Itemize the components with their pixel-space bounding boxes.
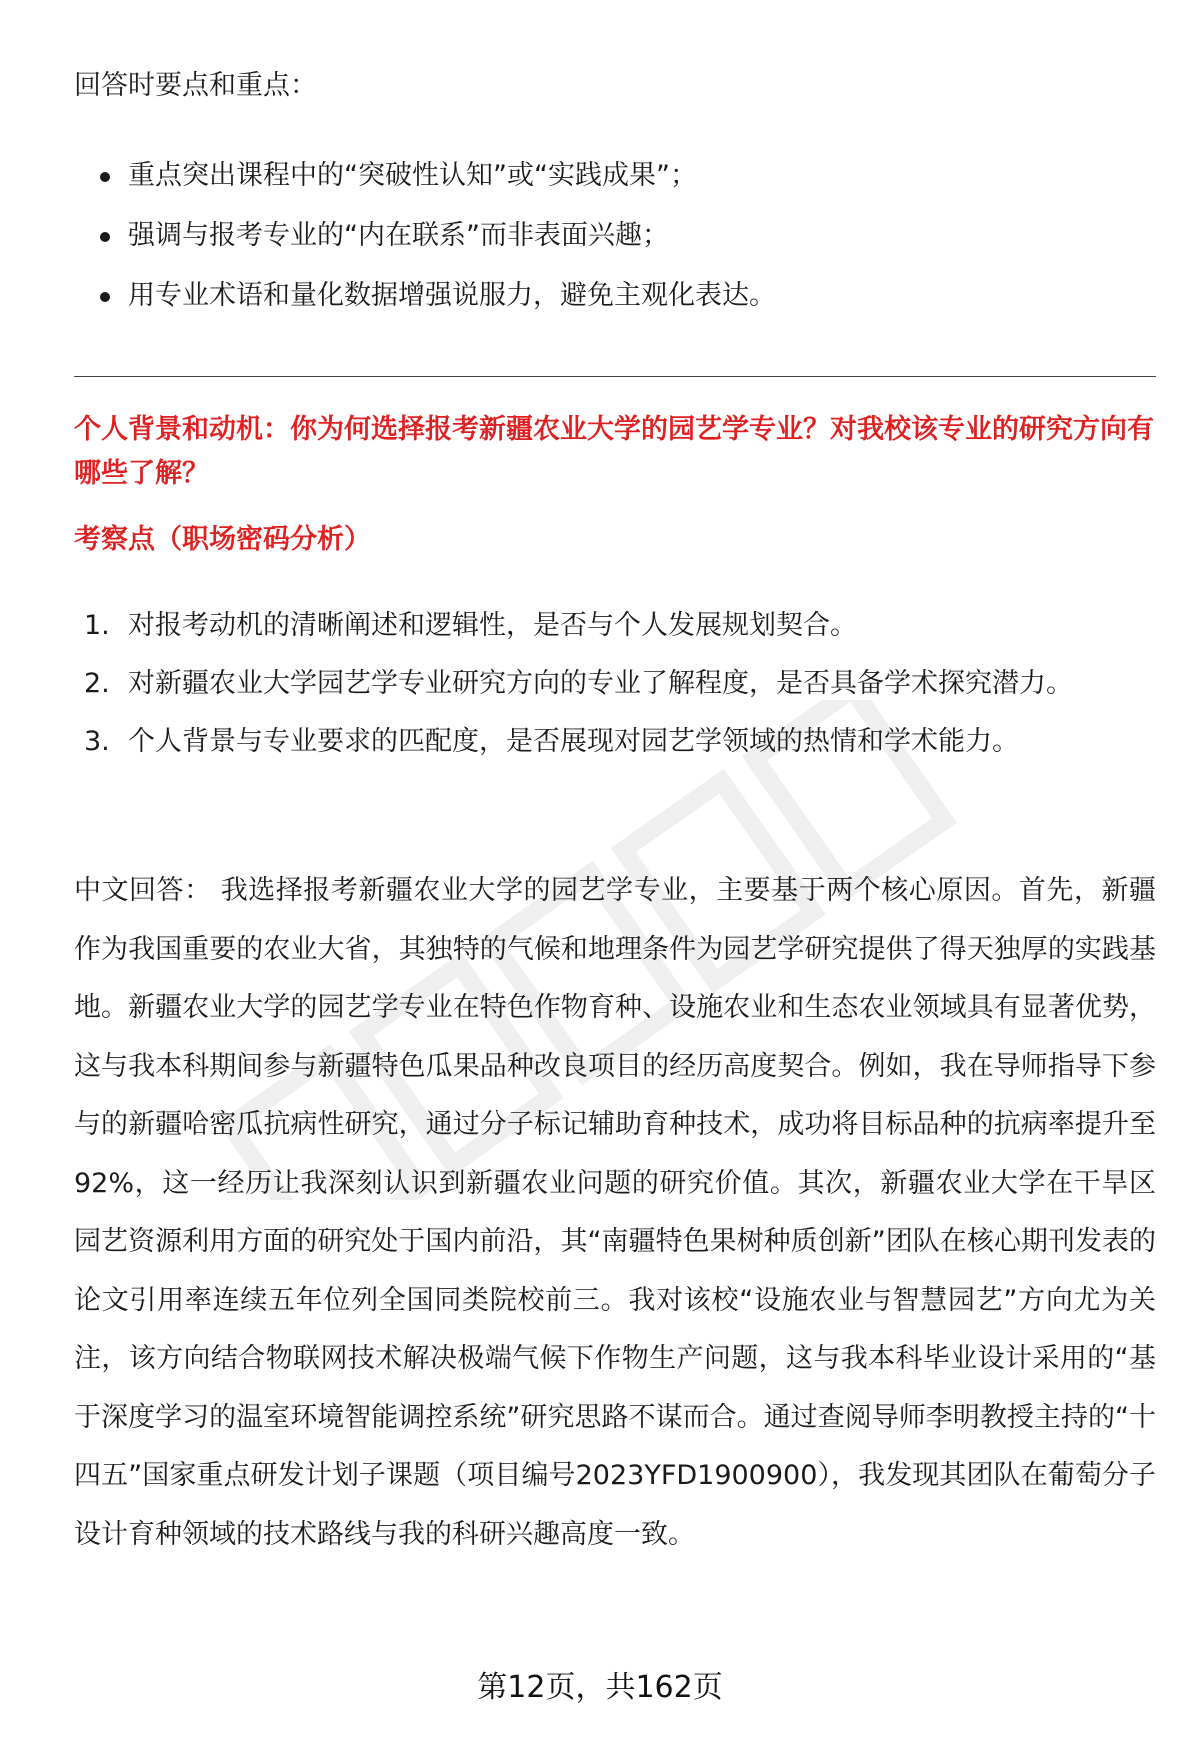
key-points-list — [74, 156, 1156, 336]
list-number: 1. — [84, 610, 110, 641]
list-item — [74, 156, 1156, 196]
answer-paragraph: 中文回答： 我选择报考新疆农业大学的园艺学专业，主要基于两个核心原因。首先，新疆作为我国重要的农业大省，其独特的气候和地理条件为园艺学研究提供了得天独厚的实践基地。新疆农业大学的园艺学专业在特色作物育种、设施农业和生态农业领域具有显著优势，这与我本科期间参与新疆特色瓜果品种改良项目的经历高度契合。例如，我在导师指导下参与的新疆哈密瓜抗病性研究，通过分子标记辅助育种技术，成功将目标品种的抗病率提升至92%，这一经历让我深刻认识到新疆农业问题的研究价值。其次，新疆农业大学在干旱区园艺资源利用方面的研究处于国内前沿，其“南疆特色果树种质创新”团队在核心期刊发表的论文引用率连续五年位列全国同类院校前三。我对该校“设施农业与智慧园艺”方向尤为关注，该方向结合物联网技术解决极端气候下作物生产问题，这与我本科毕业设计采用的“基于深度学习的温室环境智能调控系统”研究思路不谋而合。通过查阅导师李明教授主持的“十四五”国家重点研发计划子课题（项目编号2023YFD1900900），我发现其团队在葡萄分子设计育种领域的技术路线与我的科研兴趣高度一致。 — [74, 875, 1156, 1550]
list-item-text: 个人背景与专业要求的匹配度，是否展现对园艺学领域的热情和学术能力。 — [128, 726, 1019, 757]
list-number: 2. — [84, 668, 110, 699]
section-divider — [74, 376, 1156, 377]
bullet-icon — [100, 172, 110, 182]
list-item — [74, 276, 1156, 316]
page-number: 第12页，共162页 — [477, 1670, 723, 1705]
list-item-text: 强调与报考专业的“内在联系”而非表面兴趣； — [128, 220, 669, 251]
bullet-icon — [100, 232, 110, 242]
list-number: 3. — [84, 726, 110, 757]
exam-points-heading: 考察点（职场密码分析） — [74, 524, 371, 555]
list-item-text: 重点突出课程中的“突破性认知”或“实践成果”； — [128, 160, 697, 191]
list-item — [74, 597, 1156, 655]
intro-text: 回答时要点和重点： — [74, 70, 317, 101]
list-item — [74, 655, 1156, 713]
list-item — [74, 713, 1156, 771]
list-item-text: 对新疆农业大学园艺学专业研究方向的专业了解程度，是否具备学术探究潜力。 — [128, 668, 1073, 699]
list-item-text: 用专业术语和量化数据增强说服力，避免主观化表达。 — [128, 280, 776, 311]
exam-points-list — [74, 597, 1156, 771]
question-heading: 个人背景和动机：你为何选择报考新疆农业大学的园艺学专业？对我校该专业的研究方向有哪些了解？ — [74, 414, 1154, 489]
list-item-text: 对报考动机的清晰阐述和逻辑性，是否与个人发展规划契合。 — [128, 610, 857, 641]
list-item — [74, 216, 1156, 256]
bullet-icon — [100, 292, 110, 302]
